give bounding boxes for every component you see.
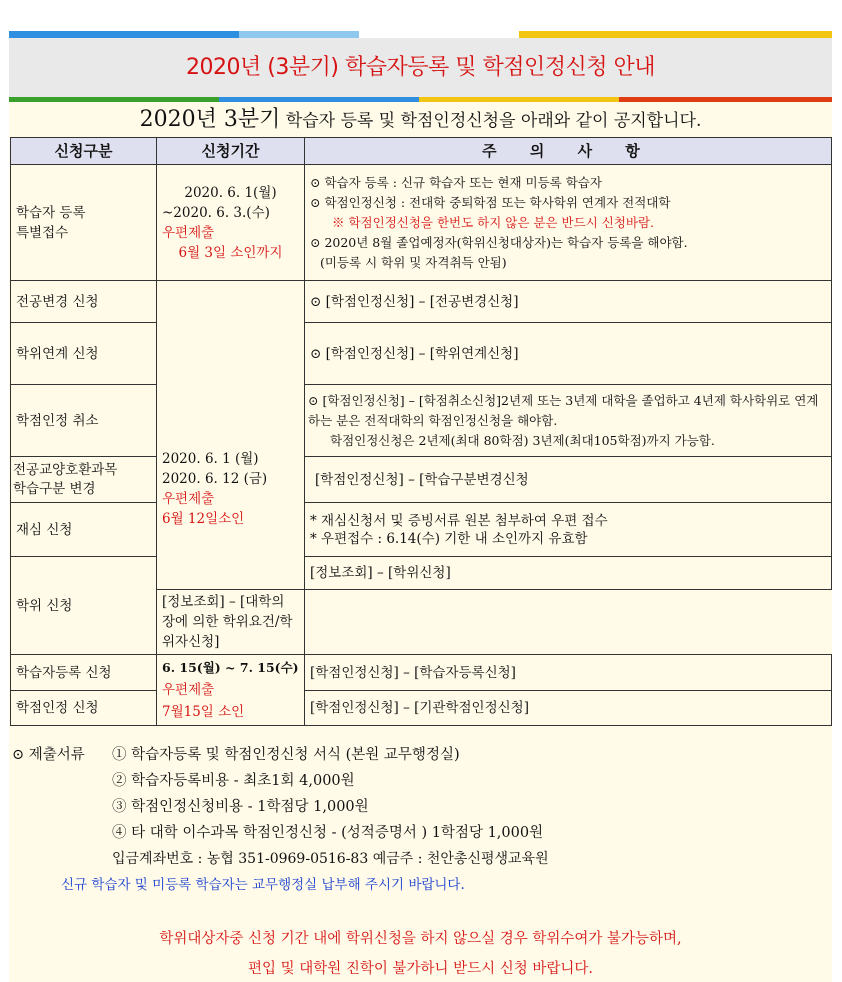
notes-cell: [학점인정신청] – [학습구분변경신청: [305, 457, 832, 503]
table-row: [11, 655, 832, 691]
note-text: ※ 학점인정신청을 한번도 하지 않은 분은 반드시 신청바람.: [332, 214, 655, 230]
notes-cell: ⊙ [학점인정신청] – [학위연계신청]: [305, 323, 832, 385]
category-cell: 학점인정 취소: [11, 385, 157, 457]
table-header-row: [11, 138, 832, 165]
category-cell: 학위연계 신청: [11, 323, 157, 385]
notice-page: [9, 31, 832, 982]
category-text: 특별접수: [16, 224, 69, 241]
table-row: [11, 323, 832, 385]
table-row: [11, 385, 832, 457]
note-text: ⊙ 학점인정신청 : 전대학 중퇴학점 또는 학사학위 연계자 전적대학: [310, 194, 671, 210]
table-row: [11, 281, 832, 323]
category-cell: 재심 신청: [11, 503, 157, 557]
list-item: ③ 학점인정신청비용 - 1학점당 1,000원: [112, 799, 369, 815]
list-item: ④ 타 대학 이수과목 학점인정신청 - (성적증명서 ) 1학점당 1,000원: [112, 825, 544, 841]
list-item: ② 학습자등록비용 - 최초1회 4,000원: [112, 773, 355, 789]
notes-cell: [학점인정신청] – [기관학점인정신청]: [305, 691, 832, 726]
notes-cell: [학점인정신청] – [학습자등록신청]: [305, 655, 832, 691]
period-text: ~2020. 6. 3.(수): [162, 204, 270, 221]
note-text: * 우편접수 : 6.14(수) 기한 내 소인까지 유효함: [310, 530, 588, 547]
category-text: 학습구분 변경: [13, 480, 96, 497]
notes-cell: [305, 165, 832, 281]
table-row: [11, 557, 832, 590]
header-notes: 주 의 사 항: [305, 138, 832, 165]
schedule-table: [10, 137, 832, 726]
bottom-color-bar: [9, 97, 832, 102]
subtitle: [9, 104, 832, 136]
note-text: ⊙ 2020년 8월 졸업예정자(학위신청대상자)는 학습자 등록을 해야함.: [310, 234, 688, 250]
header-category: 신청구분: [11, 138, 157, 165]
table-row: [11, 691, 832, 726]
title-banner: [9, 38, 832, 97]
notes-cell: [정보조회] – [학위신청]: [305, 557, 832, 590]
table-row: [11, 457, 832, 503]
note-text: 학점인정신청은 2년제(최대 80학점) 3년제(최대105학점)까지 가능함.: [330, 432, 715, 448]
notes-cell: [305, 385, 832, 457]
category-cell: 학습자등록 신청: [11, 655, 157, 691]
notes-cell: [정보조회] – [대학의 장에 의한 학위요건/학위자신청]: [157, 590, 305, 655]
note-text: (미등록 시 학위 및 자격취득 안됨): [320, 254, 507, 270]
period-text: 우편제출: [162, 224, 215, 241]
period-text: 2020. 6. 1(월): [184, 184, 277, 201]
period-text: 6월 12일소인: [162, 511, 245, 527]
period-text: 2020. 6. 1 (월): [162, 451, 259, 467]
note-text: ⊙ 학습자 등록 : 신규 학습자 또는 현재 미등록 학습자: [310, 174, 602, 190]
category-cell: [11, 457, 157, 503]
notes-cell: [305, 503, 832, 557]
period-text: 6. 15(월) ~ 7. 15(수): [162, 660, 299, 675]
subtitle-lead: 2020년 3분기: [139, 107, 281, 132]
period-text: 6월 3일 소인까지: [178, 244, 283, 261]
red-note: 편입 및 대학원 진학이 불가하니 받드시 신청 바랍니다.: [247, 961, 594, 977]
account-info: 입금계좌번호 : 농협 351-0969-0516-83 예금주 : 천안총신평생교육원: [112, 851, 549, 867]
blue-note: 신규 학습자 및 미등록 학습자는 교무행정실 납부해 주시기 바랍니다.: [61, 877, 465, 893]
period-text: 7월15일 소인: [162, 704, 245, 720]
top-color-bar: [9, 31, 832, 38]
category-text: 학습자 등록: [16, 204, 86, 221]
period-text: 우편제출: [162, 491, 215, 507]
period-cell: [157, 165, 305, 281]
period-cell: [157, 655, 305, 726]
period-text: 우편제출: [162, 682, 215, 698]
notes-cell: ⊙ [학점인정신청] – [전공변경신청]: [305, 281, 832, 323]
header-period: 신청기간: [157, 138, 305, 165]
red-note: 학위대상자중 신청 기간 내에 학위신청을 하지 않으실 경우 학위수여가 불가능하며,: [159, 931, 682, 947]
category-cell: 학위 신청: [11, 557, 157, 655]
note-text: ⊙ [학점인정신청] – [학점취소신청]2년제 또는 3년제 대학을 졸업하고 4년제 학사학위로 연계 하는 분은 전적대학의 학점인정신청을 해야함.: [308, 392, 819, 428]
category-text: 전공교양호환과목: [13, 461, 118, 478]
table-row: [11, 503, 832, 557]
subtitle-rest: 학습자 등록 및 학점인정신청을 아래와 같이 공지합니다.: [280, 111, 702, 131]
page-title: 2020년 (3분기) 학습자등록 및 학점인정신청 안내: [186, 55, 655, 80]
period-text: 2020. 6. 12 (금): [162, 471, 268, 487]
notes-label: ⊙ 제출서류: [12, 747, 85, 763]
note-text: * 재심신청서 및 증빙서류 원본 첨부하여 우편 접수: [310, 512, 608, 529]
category-cell: 전공변경 신청: [11, 281, 157, 323]
category-cell: [11, 165, 157, 281]
list-item: ① 학습자등록 및 학점인정신청 서식 (본원 교무행정실): [112, 747, 460, 763]
category-cell: 학점인정 신청: [11, 691, 157, 726]
period-cell: [157, 281, 305, 590]
table-row: [11, 165, 832, 281]
